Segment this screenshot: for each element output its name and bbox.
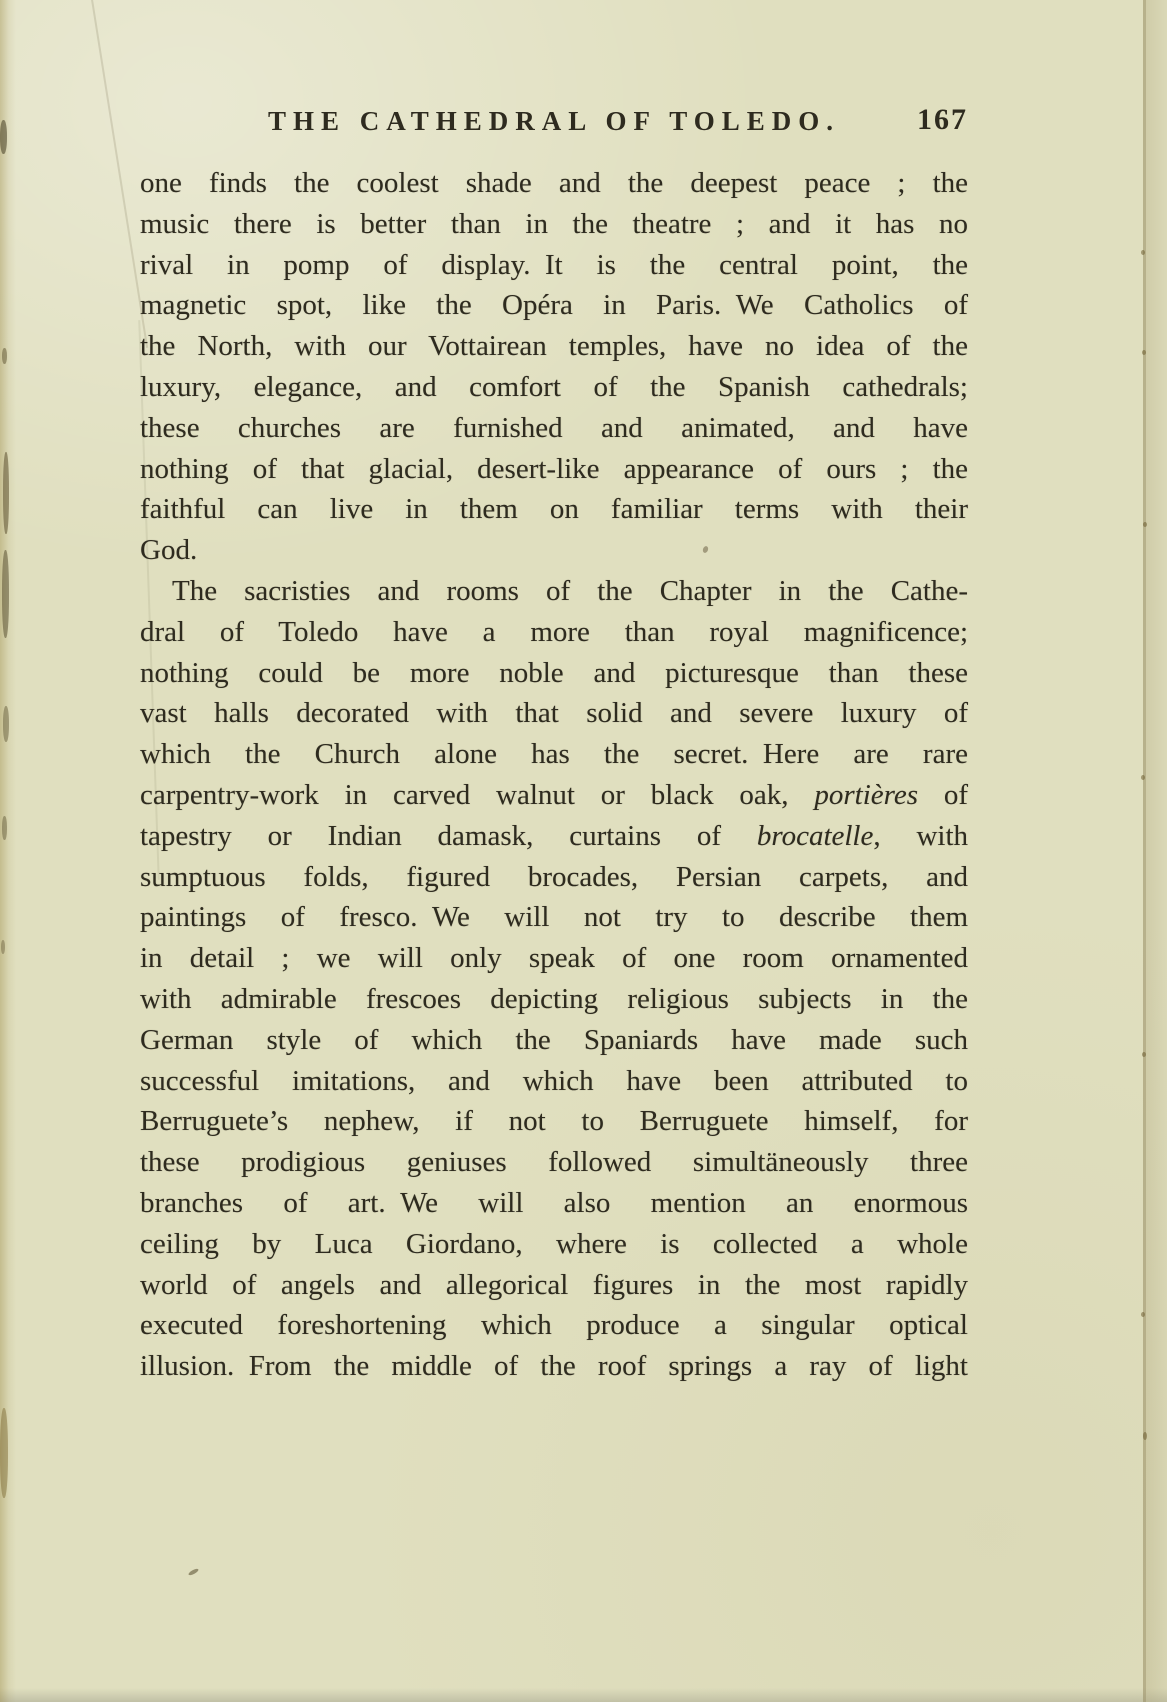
text-segment: one finds the coolest shade and the deepest peace ; the	[140, 167, 968, 199]
text-segment: these churches are furnished and animated, and have	[140, 411, 968, 444]
text-line	[140, 1224, 968, 1265]
text-line	[140, 163, 968, 204]
body-text	[140, 163, 968, 1387]
text-segment: God.	[140, 534, 198, 567]
text-segment: dral of Toledo have a more than royal magnificence;	[140, 615, 968, 648]
text-segment: sumptuous folds, figured brocades, Persian carpets, and	[140, 860, 968, 893]
page-header	[140, 103, 968, 146]
right-page-stack-shade	[1146, 0, 1167, 1702]
text-line	[140, 693, 968, 734]
text-line	[140, 653, 968, 694]
page-number: 167	[917, 103, 968, 136]
text-segment: German style of which the Spaniards have made such	[140, 1023, 968, 1056]
page-edge-speck	[1142, 350, 1146, 355]
text-line	[140, 938, 968, 979]
text-segment: luxury, elegance, and comfort of the Spanish cathedrals;	[140, 370, 968, 403]
text-segment: tapestry or Indian damask, curtains of	[140, 819, 757, 852]
text-line	[140, 367, 968, 408]
binding-mark	[3, 452, 9, 534]
text-line	[140, 897, 968, 938]
text-segment: the North, with our Vottairean temples, have no idea of the	[140, 330, 968, 363]
text-line	[140, 1142, 968, 1183]
binding-mark	[3, 706, 9, 742]
text-segment: Berruguete’s nephew, if not to Berruguete himself, for	[140, 1105, 968, 1138]
paper-speck	[188, 1568, 200, 1577]
text-segment: magnetic spot, like the Opéra in Paris. We Catholics of	[140, 289, 968, 322]
text-line	[140, 1101, 968, 1142]
running-title: THE CATHEDRAL OF TOLEDO.	[267, 106, 841, 136]
right-page-edge	[1143, 0, 1146, 1702]
text-line	[140, 245, 968, 286]
text-segment: , with	[873, 819, 969, 852]
text-line	[140, 326, 968, 367]
text-line	[140, 449, 968, 490]
text-line	[140, 612, 968, 653]
text-segment: vast halls decorated with that solid and severe luxury of	[140, 697, 968, 730]
text-segment: these prodigious geniuses followed simultäneously three	[140, 1146, 968, 1179]
text-segment: faithful can live in them on familiar terms with their	[140, 493, 968, 526]
text-segment: which the Church alone has the secret. Here are rare	[140, 738, 968, 771]
text-segment: rival in pomp of display. It is the central point, the	[140, 248, 968, 281]
page-edge-speck	[1143, 522, 1147, 527]
text-segment: paintings of fresco. We will not try to describe them	[140, 901, 968, 934]
binding-mark	[0, 120, 7, 154]
text-line	[140, 1265, 968, 1306]
text-segment: in detail ; we will only speak of one room ornamented	[140, 942, 968, 975]
text-segment: music there is better than in the theatre ; and it has no	[140, 207, 968, 240]
text-line	[140, 775, 968, 816]
text-line	[140, 530, 968, 571]
text-line	[140, 816, 968, 857]
binding-mark	[2, 816, 7, 840]
page-edge-speck	[1141, 775, 1145, 780]
text-line	[140, 1183, 968, 1224]
page-edge-speck	[1141, 1312, 1145, 1317]
text-line	[140, 734, 968, 775]
binding-mark	[0, 1408, 8, 1498]
binding-mark	[1, 940, 5, 954]
text-segment: world of angels and allegorical figures in the most rapidly	[140, 1268, 968, 1301]
text-line	[140, 408, 968, 449]
left-binding-edge	[0, 0, 16, 1702]
text-line	[140, 489, 968, 530]
text-segment: illusion. From the middle of the roof springs a ray of light	[140, 1350, 968, 1383]
text-line	[140, 1346, 968, 1387]
binding-mark	[2, 348, 7, 364]
italic-text-segment: brocatelle	[756, 819, 874, 852]
text-segment: ceiling by Luca Giordano, where is collected a whole	[140, 1227, 968, 1260]
page-edge-speck	[1142, 1052, 1146, 1057]
text-line	[140, 1020, 968, 1061]
text-segment: The sacristies and rooms of the Chapter in the Cathe-	[172, 574, 968, 607]
text-line	[140, 979, 968, 1020]
text-line	[140, 285, 968, 326]
text-segment: successful imitations, and which have been attributed to	[140, 1064, 968, 1097]
page-edge-speck	[1141, 250, 1145, 255]
text-segment: carpentry-work in carved walnut or black oak,	[140, 778, 815, 811]
text-line	[140, 857, 968, 898]
text-segment: nothing could be more noble and picturesque than these	[140, 656, 968, 689]
text-segment: nothing of that glacial, desert-like appearance of ours ; the	[140, 452, 968, 485]
text-line	[140, 1305, 968, 1346]
text-segment: of	[918, 778, 968, 811]
text-line	[140, 204, 968, 245]
text-segment: branches of art. We will also mention an enormous	[140, 1186, 968, 1219]
italic-text-segment: portières	[814, 778, 918, 811]
page-edge-speck	[1143, 1432, 1147, 1440]
text-line	[140, 571, 968, 612]
text-segment: executed foreshortening which produce a singular optical	[140, 1309, 968, 1342]
text-segment: with admirable frescoes depicting religious subjects in the	[140, 982, 968, 1015]
text-line	[140, 1061, 968, 1102]
binding-mark	[2, 550, 9, 638]
